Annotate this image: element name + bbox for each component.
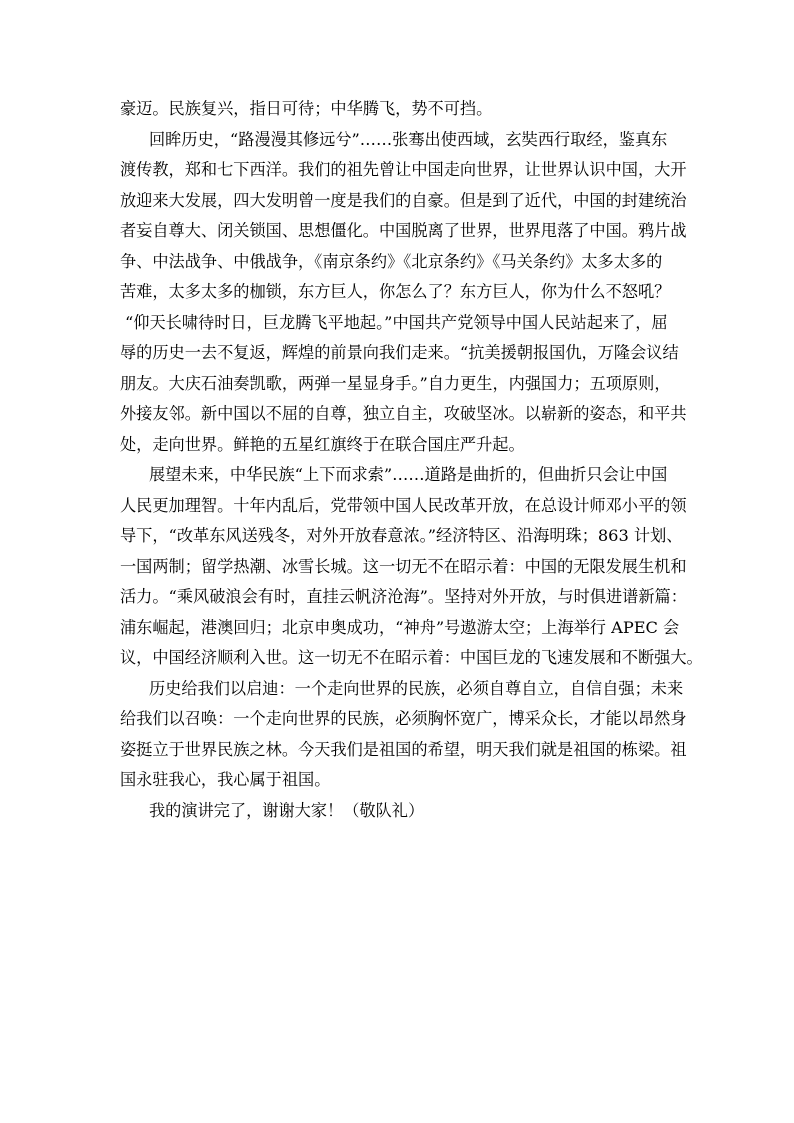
text-line: 外接友邻。新中国以不屈的自尊，独立自主，攻破坚冰。以崭新的姿态，和平共: [120, 404, 687, 423]
speech-body: [120, 94, 703, 826]
text-line: 放迎来大发展，四大发明曾一度是我们的自豪。但是到了近代，中国的封建统治: [120, 190, 687, 210]
text-line: 朋友。大庆石油奏凯歌，两弹一星显身手。”自力更生，内强国力；五项原则，: [120, 373, 671, 393]
text-line: 国永驻我心，我心属于祖国。: [120, 770, 331, 789]
text-line: 人民更加理智。十年内乱后，党带领中国人民改革开放，在总设计师邓小平的领: [120, 495, 687, 515]
text-line: 给我们以召唤：一个走向世界的民族，必须胸怀宽广，博采众长，才能以昂然身: [120, 709, 687, 728]
text-line: 历史给我们以启迪：一个走向世界的民族，必须自尊自立，自信自强；未来: [149, 678, 684, 698]
text-line: 我的演讲完了，谢谢大家！（敬队礼）: [149, 800, 425, 820]
text-line: “仰天长啸待时日，巨龙腾飞平地起。”中国共产党领导中国人民站起来了，屈: [125, 312, 668, 332]
text-line: 豪迈。民族复兴，指日可待；中华腾飞，势不可挡。: [120, 99, 493, 118]
text-line: 浦东崛起，港澳回归；北京申奥成功，“神舟”号遨游太空；上海举行 APEC 会: [120, 617, 680, 637]
text-line: 苦难，太多太多的枷锁，东方巨人，你怎么了？东方巨人，你为什么不怒吼？: [120, 282, 671, 301]
text-line: 展望未来，中华民族“上下而求索”……道路是曲折的，但曲折只会让中国: [149, 465, 668, 484]
text-line: 姿挺立于世界民族之林。今天我们是祖国的希望，明天我们就是祖国的栋梁。祖: [120, 739, 687, 759]
text-line: 回眸历史，“路漫漫其修远兮”……张骞出使西域，玄奘西行取经，鉴真东: [149, 129, 668, 149]
text-line: 议，中国经济顺利入世。这一切无不在昭示着：中国巨龙的飞速发展和不断强大。: [120, 648, 703, 667]
text-line: 辱的历史一去不复返，辉煌的前景向我们走来。“抗美援朝报国仇，万隆会议结: [120, 343, 679, 362]
text-line: 处，走向世界。鲜艳的五星红旗终于在联合国庄严升起。: [120, 434, 525, 454]
text-line: 一国两制；留学热潮、冰雪长城。这一切无不在昭示着：中国的无限发展生机和: [120, 556, 687, 576]
text-line: 导下，“改革东风送残冬，对外开放春意浓。”经济特区、沿海明珠；863 计划、: [120, 526, 683, 545]
text-line: 活力。“乘风破浪会有时，直挂云帆济沧海”。坚持对外开放，与时俱进谱新篇：: [120, 587, 687, 606]
text-line: 渡传教，郑和七下西洋。我们的祖先曾让中国走向世界，让世界认识中国，大开: [120, 160, 687, 179]
text-line: 争、中法战争、中俄战争，《南京条约》《北京条约》《马关条约》太多太多的: [120, 251, 663, 271]
text-line: 者妄自尊大、闭关锁国、思想僵化。中国脱离了世界，世界甩落了中国。鸦片战: [120, 221, 687, 240]
